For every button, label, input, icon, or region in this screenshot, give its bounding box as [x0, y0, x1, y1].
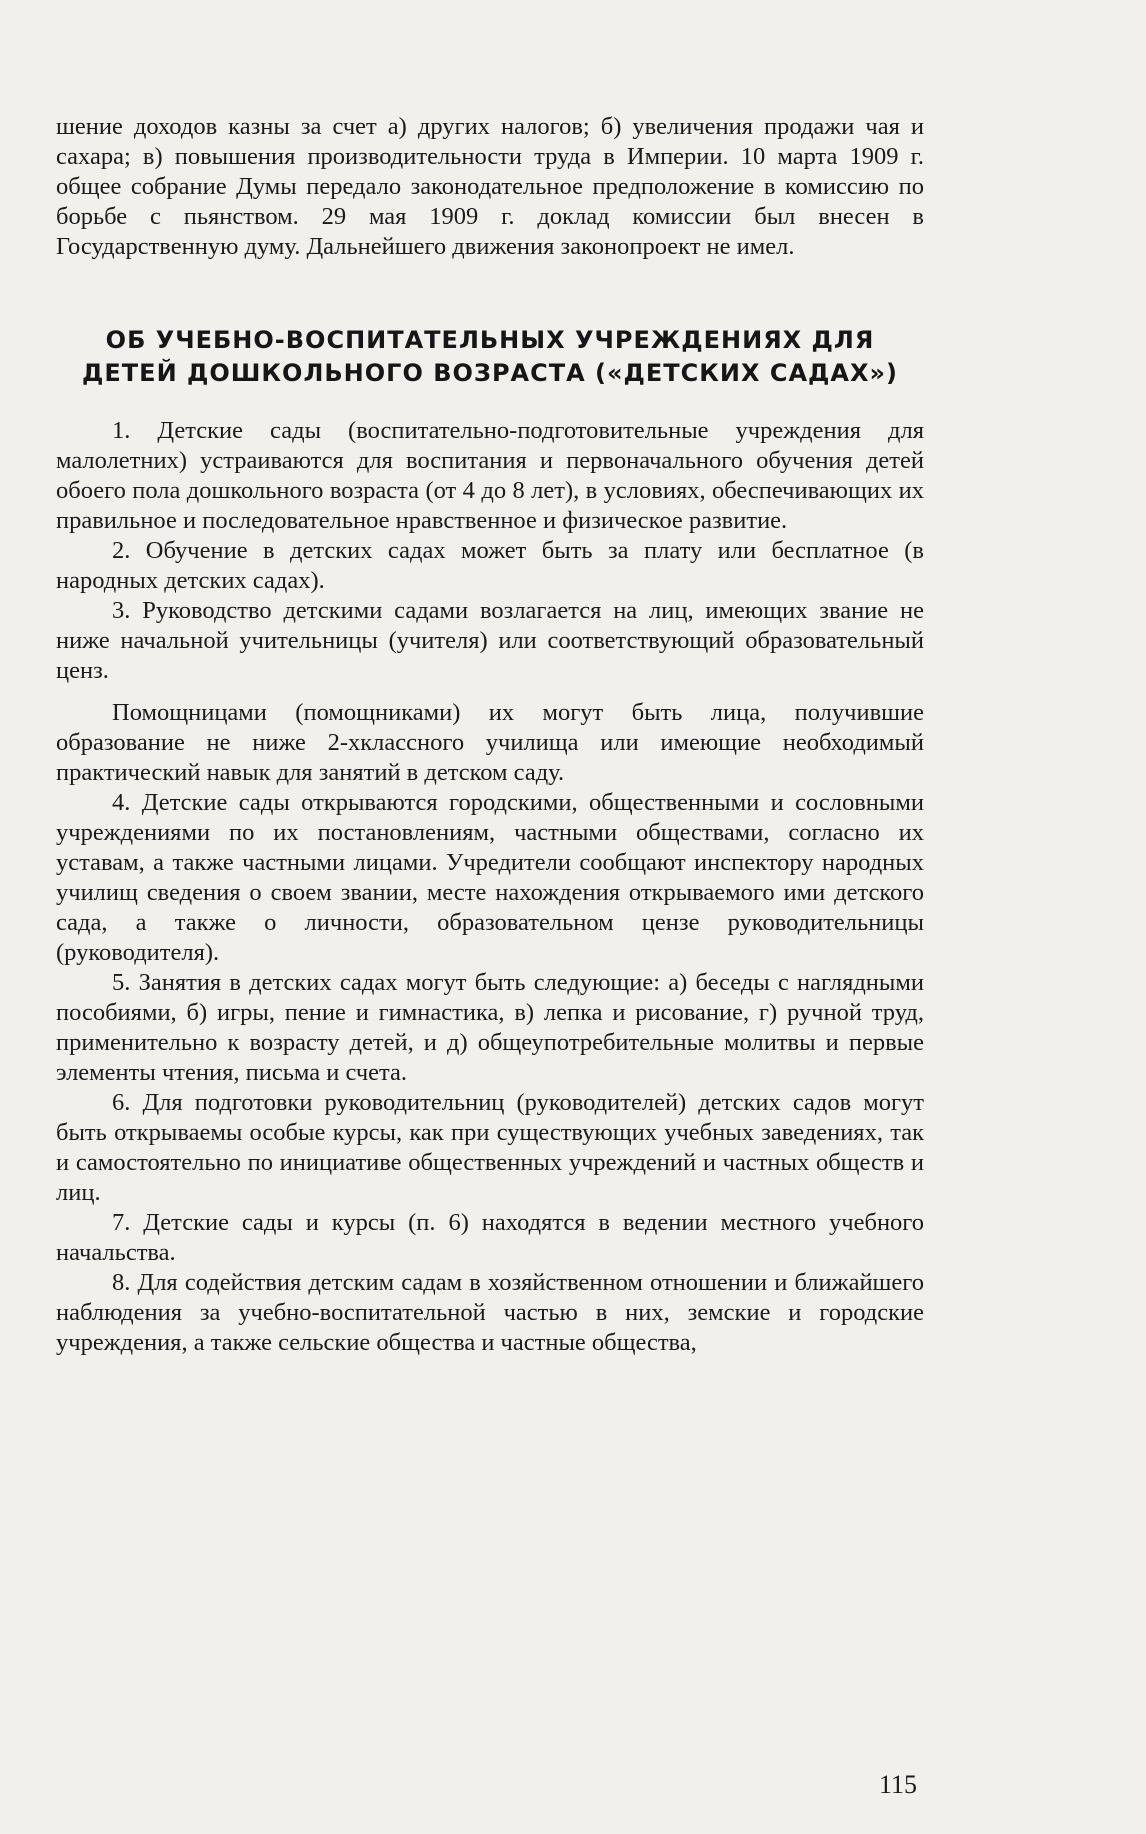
paragraph-1: 1. Детские сады (воспитательно-подготовительные учреждения для малолетних) устраиваются для воспитания и первоначального обучения детей обоего пола дошкольного возраста (от 4 до 8 лет), в условиях, обеспечивающих их правильное и последовательное нравственное и физическое развитие. — [56, 417, 924, 534]
paragraph-7: 7. Детские сады и курсы (п. 6) находятся в ведении местного учебного начальства. — [56, 1209, 924, 1266]
paragraph-8: 8. Для содействия детским садам в хозяйственном отношении и ближайшего наблюдения за учебно-воспитательной частью в них, земские и городские учреждения, а также сельские общества и частные общества, — [56, 1269, 924, 1356]
page-body — [56, 112, 924, 1358]
paragraph-3-assistants: Помощницами (помощниками) их могут быть лица, получившие образование не ниже 2-хклассного училища или имеющие необходимый практический навык для занятий в детском саду. — [56, 699, 924, 786]
paragraph-5: 5. Занятия в детских садах могут быть следующие: а) беседы с наглядными пособиями, б) игры, пение и гимнастика, в) лепка и рисование, г) ручной труд, применительно к возрасту детей, и д) общеупотребительные молитвы и первые элементы чтения, письма и счета. — [56, 969, 924, 1086]
section-heading: ОБ УЧЕБНО-ВОСПИТАТЕЛЬНЫХ УЧРЕЖДЕНИЯХ ДЛЯ ДЕТЕЙ ДОШКОЛЬНОГО ВОЗРАСТА («ДЕТСКИХ САДАХ») — [82, 326, 898, 387]
page-number: 115 — [878, 1770, 917, 1799]
intro-paragraph: шение доходов казны за счет а) других налогов; б) увеличения продажи чая и сахара; в) повышения производительности труда в Империи. 10 марта 1909 г. общее собрание Думы передало законодательное предположение в комиссию по борьбе с пьянством. 29 мая 1909 г. доклад комиссии был внесен в Государственную думу. Дальнейшего движения законопроект не имел. — [56, 113, 924, 260]
paragraph-3: 3. Руководство детскими садами возлагается на лиц, имеющих звание не ниже начальной учительницы (учителя) или соответствующий образовательный ценз. — [56, 597, 924, 684]
paragraph-6: 6. Для подготовки руководительниц (руководителей) детских садов могут быть открываемы особые курсы, как при существующих учебных заведениях, так и самостоятельно по инициативе общественных учреждений и частных обществ и лиц. — [56, 1089, 924, 1206]
paragraph-2: 2. Обучение в детских садах может быть за плату или бесплатное (в народных детских садах). — [56, 537, 924, 594]
paragraph-4: 4. Детские сады открываются городскими, общественными и сословными учреждениями по их постановлениям, частными обществами, согласно их уставам, а также частными лицами. Учредители сообщают инспектору народных училищ сведения о своем звании, месте нахождения открываемого ими детского сада, а также о личности, образовательном цензе руководительницы (руководителя). — [56, 789, 924, 966]
